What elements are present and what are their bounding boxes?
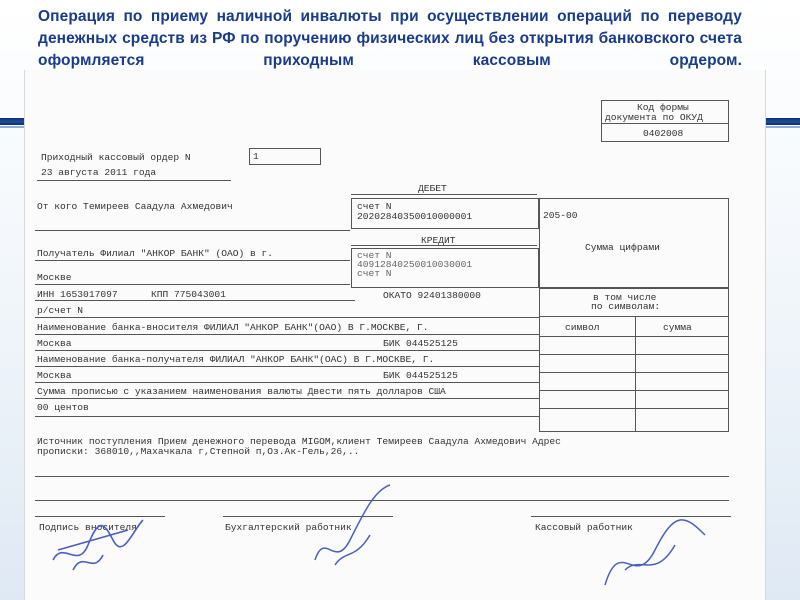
by-symbols-1: в том числе <box>593 292 657 303</box>
sum-column-header: сумма <box>663 322 692 333</box>
sig-accountant-label: Бухгалтерский работник <box>225 522 352 533</box>
credit-header: КРЕДИТ <box>421 235 456 246</box>
order-number: 1 <box>253 151 259 162</box>
credit-account-label-2: счет N <box>357 268 392 279</box>
cash-receipt-order-scan <box>24 70 766 600</box>
order-label: Приходный кассовый ордер N <box>41 152 191 163</box>
by-symbols-2: по символам: <box>591 301 661 312</box>
kpp: КПП 775043001 <box>151 289 226 300</box>
source-line-1: Источник поступления Прием денежного перевода MIGOM,клиент Темиреев Саадула Ахмедович Адрес <box>37 436 561 447</box>
debit-header: ДЕБЕТ <box>418 183 447 194</box>
okud-label-1: Код формы <box>637 102 689 113</box>
amount-words-line-1: Сумма прописью с указанием наименования валюты Двести пять долларов США <box>37 386 446 397</box>
depositor-signature <box>43 500 153 580</box>
recipient-bik: БИК 044525125 <box>383 370 458 381</box>
recipient-line-1: Получатель Филиал "АНКОР БАНК" (ОАО) в г. <box>37 248 274 259</box>
okud-label-2: документа по ОКУД <box>605 112 703 123</box>
accountant-signature <box>295 480 405 580</box>
order-number-box <box>249 148 321 165</box>
recipient-line-2: Москве <box>37 272 72 283</box>
okud-code: 0402008 <box>643 128 684 139</box>
credit-account: 40912840250010030001 <box>357 259 473 270</box>
credit-account-label: счет N <box>357 250 392 261</box>
payer-bik: БИК 044525125 <box>383 338 458 349</box>
payer-bank-line-1: Наименование банка-вносителя ФИЛИАЛ "АНКОР БАНК"(ОАО) В Г.МОСКВЕ, Г. <box>37 322 429 333</box>
amount-digits-label: Сумма цифрами <box>585 242 660 253</box>
from-line: От кого Темиреев Саадула Ахмедович <box>37 201 233 212</box>
sig-depositor-label: Подпись вносителя <box>39 522 137 533</box>
debit-account: 20202840350010000001 <box>357 211 473 222</box>
slide-heading: Операция по приему наличной инвалюты при осуществлении операций по переводу денежных средств из РФ по поручению физических лиц без открытия банковского счета оформляется приходным кассовым ордером. <box>38 8 742 69</box>
sig-cashier-label: Кассовый работник <box>535 522 633 533</box>
okato: ОКАТО 92401380000 <box>383 290 481 301</box>
source-line-2: прописки: 368010,,Махачкала г,Степной п,Оз.Ак-Гель,26,.. <box>37 446 360 457</box>
rs-label: р/счет N <box>37 305 84 316</box>
inn: ИНН 1653017097 <box>37 289 118 300</box>
symbol-column-header: символ <box>565 322 600 333</box>
amount-words-line-2: 00 центов <box>37 402 89 413</box>
recipient-bank-line-2: Москва <box>37 370 72 381</box>
payer-bank-line-2: Москва <box>37 338 72 349</box>
amount-digits: 205-00 <box>543 210 578 221</box>
order-date: 23 августа 2011 года <box>41 167 157 178</box>
cashier-signature <box>585 495 715 595</box>
debit-account-label: счет N <box>357 201 392 212</box>
recipient-bank-line-1: Наименование банка-получателя ФИЛИАЛ "АНКОР БАНК"(ОАС) В Г.МОСКВЕ, Г. <box>37 354 435 365</box>
